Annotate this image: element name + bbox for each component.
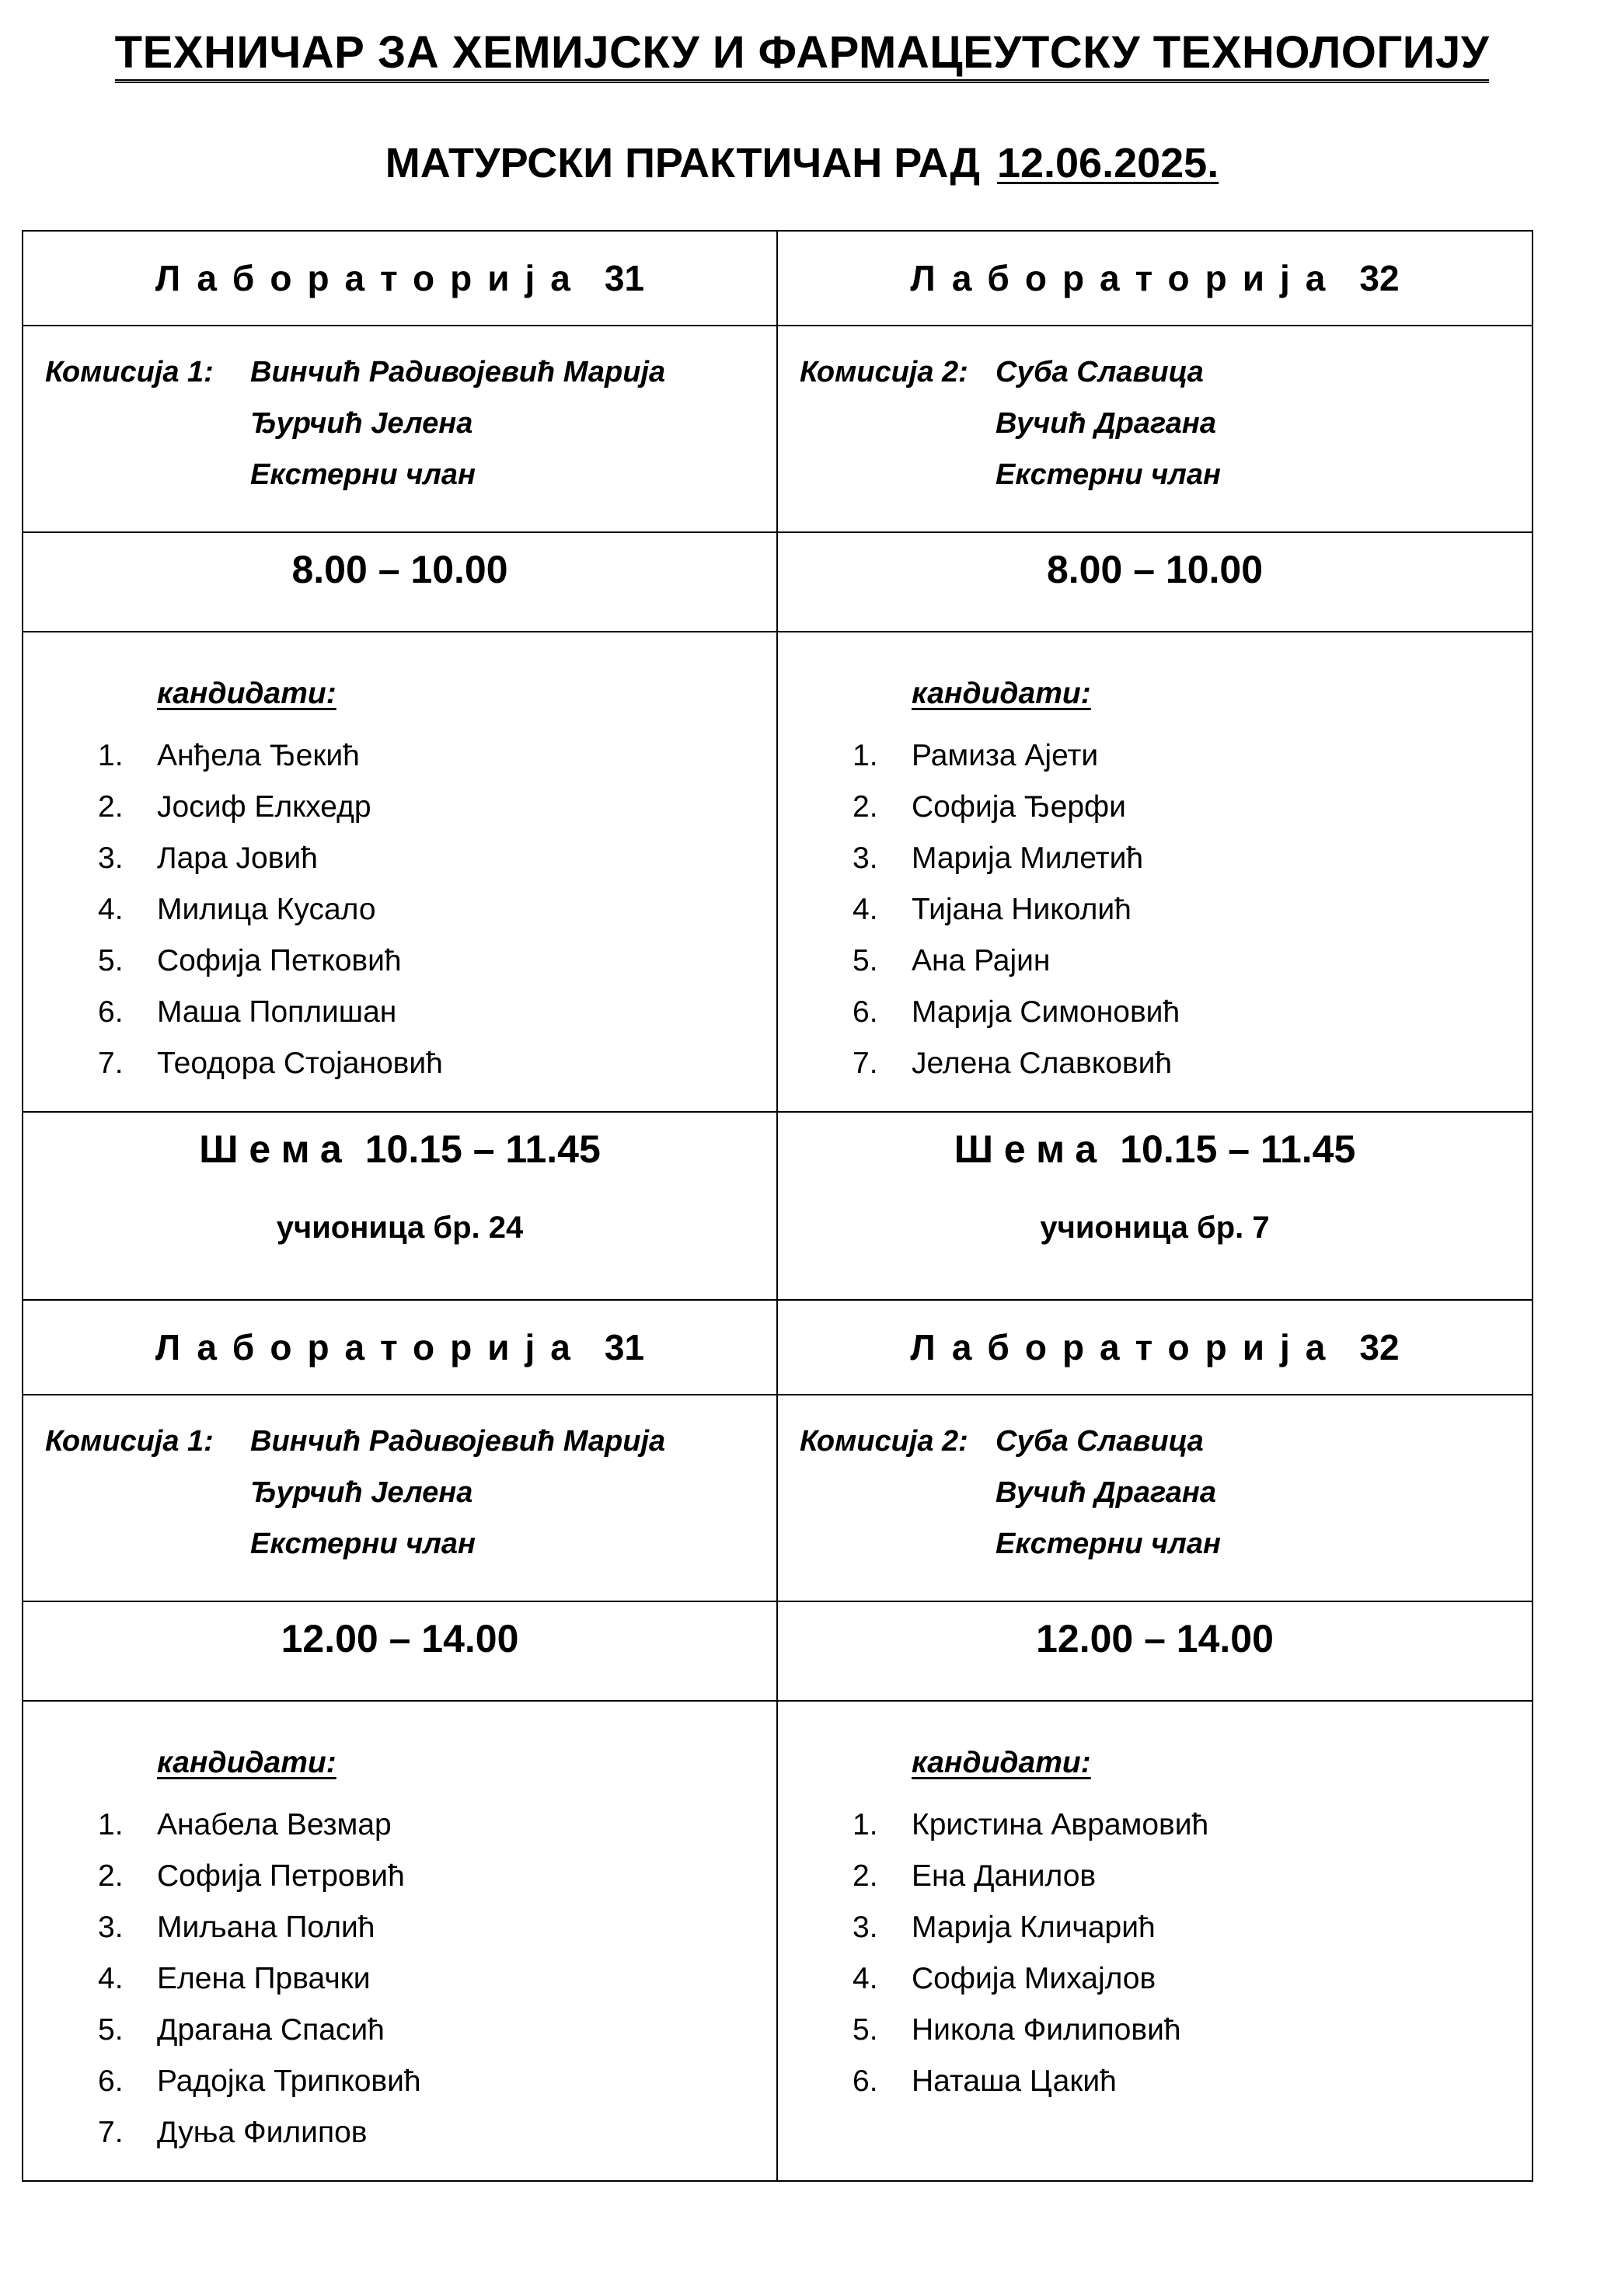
committee-line: [23, 449, 776, 500]
subtitle-date: 12.06.2025.: [996, 140, 1219, 186]
candidate-number: 5.: [98, 944, 124, 977]
candidates-row: [23, 1701, 1533, 2181]
candidate-number: 1.: [98, 1808, 124, 1841]
candidate-item: [23, 1800, 776, 1851]
lab-name: Лабораторија: [155, 258, 586, 298]
candidate-number: 4.: [98, 893, 124, 926]
candidate-number: 6.: [853, 995, 878, 1029]
candidate-number: 1.: [853, 1808, 878, 1841]
committee-line: [778, 398, 1532, 449]
candidate-item: [23, 1851, 776, 1902]
candidate-name: Марија Симоновић: [912, 995, 1180, 1029]
candidate-name: Ана Рајин: [912, 944, 1051, 977]
committee-line: [23, 1416, 776, 1467]
candidate-name: Софија Ђерфи: [912, 790, 1126, 824]
candidate-item: [23, 935, 776, 987]
lab-row: [23, 1300, 1533, 1395]
candidate-number: 2.: [853, 790, 878, 824]
lab-number: 32: [1359, 258, 1400, 298]
candidate-name: Милица Кусало: [157, 893, 376, 926]
committee-line: [23, 1467, 776, 1518]
committee-cell-left: [23, 1395, 777, 1601]
committee-member: Екстерни члан: [996, 1528, 1221, 1560]
candidate-name: Дуња Филипов: [157, 2116, 368, 2149]
candidate-name: Миљана Полић: [157, 1911, 375, 1944]
schema-cell-right: [777, 1112, 1533, 1300]
time-cell-right: [777, 532, 1533, 632]
candidate-item: [778, 782, 1532, 833]
candidate-name: Драгана Спасић: [157, 2013, 385, 2047]
candidates-heading: кандидати:: [157, 677, 336, 710]
time-slot: 8.00 – 10.00: [1046, 548, 1264, 591]
candidate-item: [23, 2005, 776, 2056]
candidates-list: [23, 730, 776, 1089]
candidate-name: Радојка Трипковић: [157, 2064, 421, 2098]
candidate-item: [778, 1851, 1532, 1902]
candidate-item: [778, 987, 1532, 1038]
candidate-number: 6.: [853, 2064, 878, 2098]
candidate-number: 1.: [98, 739, 124, 772]
candidates-list: [23, 1800, 776, 2158]
candidate-name: Никола Филиповић: [912, 2013, 1181, 2047]
candidate-item: [778, 730, 1532, 782]
candidate-number: 3.: [98, 841, 124, 875]
committee-line: [778, 347, 1532, 398]
committee-row: [23, 326, 1533, 532]
candidates-heading: кандидати:: [157, 1746, 336, 1779]
committee-line: [778, 1467, 1532, 1518]
lab-name: Лабораторија: [910, 258, 1341, 298]
committee-line: [778, 1416, 1532, 1467]
candidate-number: 3.: [853, 841, 878, 875]
schema-room: учионица бр. 24: [276, 1211, 524, 1245]
time-cell-right: [777, 1601, 1533, 1701]
committee-member: Екстерни члан: [250, 1528, 476, 1560]
candidate-number: 2.: [98, 1859, 124, 1893]
lab-number: 31: [604, 1327, 645, 1367]
lab-cell-right: [777, 231, 1533, 326]
candidate-number: 7.: [853, 1047, 878, 1080]
committee-member: Винчић Радивојевић Марија: [250, 356, 666, 388]
candidates-list: [778, 1800, 1532, 2107]
schema-line: [23, 1113, 776, 1172]
candidate-item: [23, 884, 776, 935]
committee-member: Екстерни члан: [250, 458, 476, 491]
candidate-name: Наташа Цакић: [912, 2064, 1117, 2098]
candidate-number: 5.: [98, 2013, 124, 2047]
candidate-item: [778, 884, 1532, 935]
candidate-name: Лара Јовић: [157, 841, 318, 875]
candidates-list: [778, 730, 1532, 1089]
lab-name: Лабораторија: [910, 1327, 1341, 1367]
candidates-heading: кандидати:: [912, 1746, 1091, 1779]
candidate-item: [778, 833, 1532, 884]
candidate-item: [778, 1902, 1532, 1953]
candidate-number: 5.: [853, 2013, 878, 2047]
candidate-number: 3.: [853, 1911, 878, 1944]
candidates-row: [23, 632, 1533, 1112]
schema-time: 10.15 – 11.45: [1120, 1127, 1356, 1171]
candidates-cell-left: [23, 632, 777, 1112]
committee-label: Комисија 2:: [800, 1425, 968, 1458]
schema-word: Шема: [954, 1127, 1108, 1171]
lab-number: 32: [1359, 1327, 1400, 1367]
committee-line: [778, 1518, 1532, 1570]
candidate-name: Марија Милетић: [912, 841, 1144, 875]
candidate-number: 7.: [98, 2116, 124, 2149]
schema-word: Шема: [199, 1127, 353, 1171]
candidate-item: [778, 2056, 1532, 2107]
candidate-number: 4.: [98, 1962, 124, 1995]
time-slot: 12.00 – 14.00: [281, 1617, 519, 1660]
candidates-cell-right: [777, 632, 1533, 1112]
candidate-number: 5.: [853, 944, 878, 977]
candidate-item: [23, 730, 776, 782]
candidate-number: 4.: [853, 1962, 878, 1995]
committee-cell-left: [23, 326, 777, 532]
candidate-name: Маша Поплишан: [157, 995, 397, 1029]
candidate-number: 7.: [98, 1047, 124, 1080]
candidate-name: Анђела Ђекић: [157, 739, 360, 772]
title-text: ТЕХНИЧАР ЗА ХЕМИЈСКУ И ФАРМАЦЕУТСКУ ТЕХНОЛОГИЈУ: [115, 28, 1490, 83]
candidate-name: Софија Михајлов: [912, 1962, 1156, 1995]
time-slot: 8.00 – 10.00: [291, 548, 508, 591]
candidate-name: Рамиза Ајети: [912, 739, 1099, 772]
committee-label: Комисија 1:: [45, 356, 214, 388]
candidate-item: [778, 935, 1532, 987]
subtitle-text: МАТУРСКИ ПРАКТИЧАН РАД: [385, 140, 980, 186]
committee-row: [23, 1395, 1533, 1601]
time-row: [23, 532, 1533, 632]
committee-line: [23, 1518, 776, 1570]
candidate-name: Софија Петковић: [157, 944, 402, 977]
candidate-name: Тијана Николић: [912, 893, 1132, 926]
candidate-number: 2.: [98, 790, 124, 824]
committee-line: [23, 347, 776, 398]
candidate-item: [23, 833, 776, 884]
candidate-item: [23, 1038, 776, 1089]
committee-line: [778, 449, 1532, 500]
candidate-name: Ена Данилов: [912, 1859, 1097, 1893]
lab-name: Лабораторија: [155, 1327, 586, 1367]
committee-member: Ђурчић Јелена: [250, 1476, 473, 1509]
document-subtitle: [0, 138, 1604, 189]
committee-line: [23, 398, 776, 449]
candidate-name: Јелена Славковић: [912, 1047, 1173, 1080]
candidate-name: Марија Кличарић: [912, 1911, 1156, 1944]
schema-cell-left: [23, 1112, 777, 1300]
candidate-name: Кристина Аврамовић: [912, 1808, 1209, 1841]
candidate-item: [778, 1953, 1532, 2005]
candidate-name: Јосиф Елкхедр: [157, 790, 371, 824]
candidates-cell-left: [23, 1701, 777, 2181]
lab-row: [23, 231, 1533, 326]
schema-line: [778, 1113, 1532, 1172]
time-cell-left: [23, 1601, 777, 1701]
candidate-number: 4.: [853, 893, 878, 926]
committee-cell-right: [777, 326, 1533, 532]
committee-label: Комисија 1:: [45, 1425, 214, 1458]
candidate-number: 2.: [853, 1859, 878, 1893]
candidate-item: [778, 2005, 1532, 2056]
lab-cell-left: [23, 1300, 777, 1395]
lab-number: 31: [604, 258, 645, 298]
lab-cell-left: [23, 231, 777, 326]
committee-member: Суба Славица: [996, 1425, 1204, 1458]
candidate-name: Анабела Везмар: [157, 1808, 392, 1841]
committee-label: Комисија 2:: [800, 356, 968, 388]
candidate-name: Елена Првачки: [157, 1962, 371, 1995]
schema-time: 10.15 – 11.45: [364, 1127, 601, 1171]
time-row: [23, 1601, 1533, 1701]
committee-member: Суба Славица: [996, 356, 1204, 388]
candidate-item: [23, 1902, 776, 1953]
committee-member: Екстерни члан: [996, 458, 1221, 491]
candidate-item: [23, 1953, 776, 2005]
candidate-number: 6.: [98, 2064, 124, 2098]
candidate-item: [23, 2056, 776, 2107]
committee-member: Винчић Радивојевић Марија: [250, 1425, 666, 1458]
candidate-number: 1.: [853, 739, 878, 772]
candidate-number: 3.: [98, 1911, 124, 1944]
lab-cell-right: [777, 1300, 1533, 1395]
schedule-table: [22, 230, 1533, 2182]
committee-member: Ђурчић Јелена: [250, 407, 473, 440]
committee-cell-right: [777, 1395, 1533, 1601]
candidate-name: Теодора Стојановић: [157, 1047, 443, 1080]
time-cell-left: [23, 532, 777, 632]
candidate-item: [23, 987, 776, 1038]
candidate-item: [23, 2107, 776, 2158]
schema-row: [23, 1112, 1533, 1300]
committee-member: Вучић Драгана: [996, 407, 1216, 440]
committee-member: Вучић Драгана: [996, 1476, 1216, 1509]
time-slot: 12.00 – 14.00: [1036, 1617, 1274, 1660]
candidate-item: [23, 782, 776, 833]
candidate-name: Софија Петровић: [157, 1859, 405, 1893]
document-title: [0, 28, 1604, 83]
candidates-heading: кандидати:: [912, 677, 1091, 710]
candidate-number: 6.: [98, 995, 124, 1029]
candidate-item: [778, 1800, 1532, 1851]
schema-room: учионица бр. 7: [1040, 1211, 1270, 1245]
candidates-cell-right: [777, 1701, 1533, 2181]
candidate-item: [778, 1038, 1532, 1089]
